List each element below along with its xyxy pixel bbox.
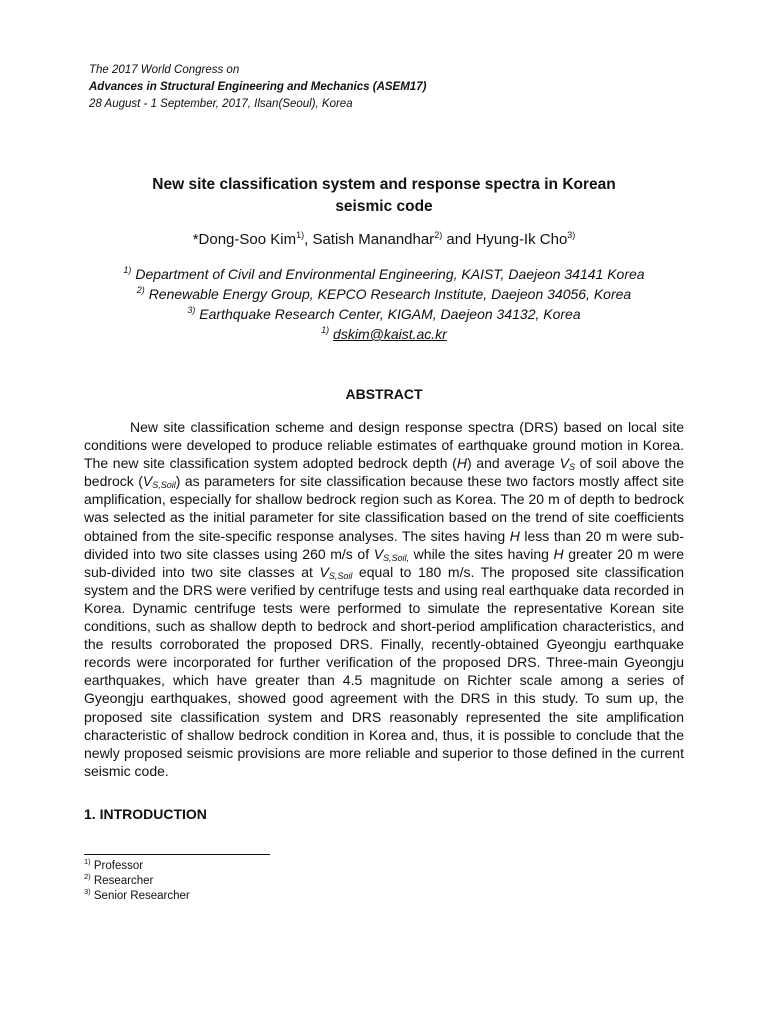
abstract-symbol — [510, 528, 520, 544]
author-name: *Dong-Soo Kim — [192, 231, 297, 248]
symbol-base: H — [509, 527, 520, 544]
footnote — [84, 874, 190, 889]
footnote — [84, 859, 190, 874]
symbol-subscript: S,Soil — [152, 480, 176, 491]
abstract-symbol — [457, 455, 467, 471]
email-link[interactable]: dskim@kaist.ac.kr — [333, 326, 447, 342]
symbol-subscript: S — [568, 462, 575, 473]
title-line-2: seismic code — [335, 198, 433, 215]
email-mark: 1) — [321, 325, 330, 335]
affiliation-text: Department of Civil and Environmental Engineering, KAIST, Daejeon 34141 Korea — [135, 266, 645, 282]
symbol-subscript: S,Soil, — [383, 552, 410, 563]
abstract-heading: ABSTRACT — [345, 386, 423, 402]
footnote-text: Professor — [93, 860, 144, 872]
abstract-text: greater 20 m were sub-divided into two site classes at — [84, 545, 684, 580]
abstract-symbol — [374, 546, 409, 562]
abstract-text: less than 20 m were sub-divided into two site classes using 260 m/s of — [84, 527, 684, 562]
footnote-list — [84, 859, 190, 905]
abstract-text: New site classification scheme and design response spectra (DRS) based on local site conditions were developed to produce reliable estimates of earthquake ground motion in Korea. The new site classification system adopted bedrock depth ( — [84, 419, 684, 472]
abstract-symbol — [143, 473, 176, 489]
footnote-mark: 2) — [84, 872, 91, 882]
abstract-symbol — [554, 546, 564, 562]
affiliation-mark: 1) — [123, 265, 132, 275]
affiliation-mark: 3) — [187, 305, 196, 315]
footnote-text: Researcher — [93, 875, 154, 888]
author-mark: 1) — [296, 230, 305, 240]
conference-line-2: Advances in Structural Engineering and Mechanics (ASEM17) — [89, 81, 427, 93]
abstract-text: ) and average — [466, 455, 560, 472]
affiliation-line — [84, 264, 684, 284]
conference-header — [89, 62, 426, 113]
symbol-subscript: S,Soil — [328, 570, 353, 581]
author-name: Satish Manandhar — [312, 231, 435, 248]
affiliation-line — [84, 284, 684, 304]
affiliation-list — [84, 264, 684, 344]
author-mark: 2) — [434, 230, 443, 240]
abstract-text: while the sites having — [409, 545, 554, 562]
affiliation-line — [84, 304, 684, 324]
author-separator: and — [442, 231, 476, 248]
affiliation-text: Earthquake Research Center, KIGAM, Daejeon 34132, Korea — [199, 306, 581, 322]
abstract-text: equal to 180 m/s. The proposed site classification system and the DRS were verified by centrifuge tests and using real earthquake data recorded in Korea. Dynamic centrifuge tests were performed to simulate the representative Korean site conditions, such as shallow depth to bedrock and short-period amplification characteristics, and the results corroborated the proposed DRS. Finally, recently-obtained Gyeongju earthquake records were incorporated for further verification of the proposed DRS. Three-main Gyeongju earthquakes, which have greater than 4.5 magnitude on Richter scale among a series of Gyeongju earthquakes, showed good agreement with the DRS in this study. To sum up, the proposed site classification system and DRS reasonably represented the site amplification characteristic of shallow bedrock condition in Korea and, thus, it is possible to conclude that the newly proposed seismic provisions are more reliable and superior to those defined in the current seismic code. — [84, 563, 685, 779]
footnote-mark: 1) — [84, 857, 91, 866]
email-line — [84, 324, 684, 344]
section-heading-introduction: 1. INTRODUCTION — [84, 806, 207, 822]
author-mark: 3) — [567, 230, 576, 240]
footnote-divider — [84, 854, 270, 855]
abstract-body — [84, 418, 684, 780]
abstract-symbol — [320, 564, 353, 580]
symbol-base: H — [456, 455, 467, 472]
symbol-base: V — [142, 473, 153, 490]
footnote-mark: 3) — [84, 887, 91, 897]
affiliation-text: Renewable Energy Group, KEPCO Research Institute, Daejeon 34056, Korea — [148, 286, 632, 302]
paper-title — [84, 174, 684, 218]
conference-line-1: The 2017 World Congress on — [89, 64, 240, 76]
title-line-1: New site classification system and response spectra in Korean — [152, 176, 616, 193]
footnote — [84, 889, 190, 904]
author-separator: , — [304, 231, 313, 248]
symbol-base: V — [373, 545, 384, 562]
footnote-text: Senior Researcher — [93, 890, 190, 903]
author-list — [84, 230, 684, 250]
affiliation-mark: 2) — [136, 285, 145, 295]
author-name: Hyung-Ik Cho — [475, 231, 568, 248]
symbol-base: H — [553, 545, 564, 562]
symbol-base: V — [559, 455, 569, 472]
abstract-text: of soil above the bedrock ( — [84, 455, 684, 490]
abstract-text: ) as parameters for site classification because these two factors mostly affect site amplification, especially for shallow bedrock region such as Korea. The 20 m of depth to bedrock was selected as the initial parameter for site classification based on the trend of site coefficients obtained from the site-specific response analyses. The sites having — [84, 473, 685, 544]
conference-line-3: 28 August - 1 September, 2017, Ilsan(Seoul), Korea — [89, 98, 353, 110]
symbol-base: V — [319, 563, 329, 580]
abstract-symbol — [560, 455, 575, 471]
